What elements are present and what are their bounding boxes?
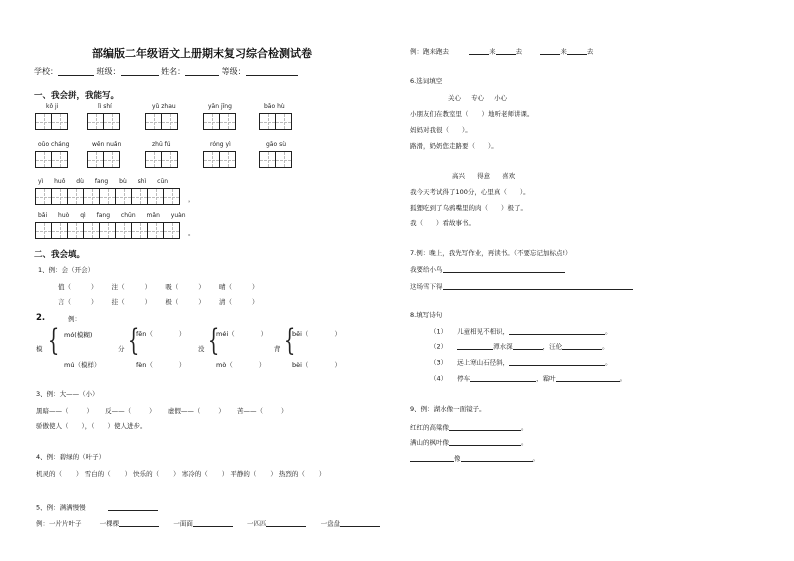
word-option: 高兴 (452, 172, 465, 180)
q7-s1 (410, 265, 565, 273)
q1-label: 1、例：会（开会） (38, 266, 95, 274)
pinyin-row-3: yì huǒ dù fang bù shì cūn (38, 178, 169, 185)
q2-fen2 (136, 362, 185, 369)
q1-close: ） (144, 298, 152, 306)
q1-word: 极（ (165, 298, 179, 306)
q2-mo: mó(模糊) (64, 331, 93, 339)
q1-word: 注（ (111, 283, 125, 291)
name-field[interactable] (185, 68, 219, 76)
name-label: 姓名： (161, 67, 186, 76)
q2-mei2 (216, 362, 265, 369)
q5-item: 一匹匹 (246, 519, 267, 528)
q4-close: ） (124, 470, 132, 478)
writing-grid-1a[interactable] (36, 113, 68, 130)
q8-text: 儿童相见不相识， (457, 327, 510, 336)
q7-s2 (410, 282, 633, 290)
q5-item: 一盘盘 (320, 519, 341, 528)
q2-close: ） (178, 330, 186, 338)
writing-grid-1d[interactable] (204, 113, 236, 130)
q1-word: 挂（ (111, 298, 125, 306)
q7-blank-2[interactable] (443, 282, 633, 290)
q8-blank[interactable] (556, 374, 620, 382)
q8-text: 汪伦 (549, 342, 563, 351)
q8-text: 远上寒山石径斜， (457, 358, 510, 367)
q4-word: 机灵的（ (36, 470, 62, 478)
pinyin-1-2: lì shí (98, 103, 112, 110)
q1-close: ） (91, 298, 98, 306)
pinyin-1-4: yān jīng (208, 103, 232, 110)
grade-label: 等级： (221, 67, 246, 76)
q8-text: 停车 (457, 374, 471, 383)
q1-close: ） (251, 283, 259, 291)
q5-row (36, 519, 380, 527)
q7-label: 7.例：晚上，我先写作业，再读书。（不要忘记加标点!） (410, 249, 572, 257)
word-option: 关心 (448, 94, 461, 102)
q2-mei1 (216, 331, 267, 338)
q2-mei2-text: mò（ (216, 361, 233, 369)
q2-fen2-text: fèn（ (136, 361, 153, 369)
q2-close: ） (334, 330, 341, 338)
q9-label: 9、例：湖水像一面镜子。 (410, 405, 486, 413)
q8-item-1: （1） 儿童相见不相识， 。 (430, 327, 612, 336)
pinyin-2-5: gāo sù (266, 141, 286, 148)
fill-qu: 去 (586, 47, 594, 56)
q1-close: ） (91, 283, 98, 291)
q1-close: ） (144, 283, 152, 291)
q9-blank[interactable] (449, 423, 521, 431)
q2-bei1 (292, 331, 341, 338)
q8-label: 8.填写诗句 (410, 311, 443, 319)
q8-blank[interactable] (470, 374, 536, 382)
q2-fen1 (136, 331, 185, 338)
writing-grid-2c[interactable] (146, 151, 178, 168)
q4-close: ） (76, 470, 83, 478)
q8-text: 潭水深 (493, 342, 513, 351)
blank[interactable] (540, 47, 560, 55)
q2-close: ） (260, 330, 268, 338)
school-field[interactable] (58, 68, 94, 76)
q3-word: 黑暗——（ (36, 407, 69, 415)
q7-s1-text: 我要给小鸟 (410, 265, 443, 274)
q5-blank[interactable] (266, 519, 306, 527)
q8-blank[interactable] (457, 342, 493, 350)
q9-blank[interactable] (410, 454, 454, 462)
q2-char-mei: 没 (198, 345, 205, 353)
q8-num: （4） (430, 374, 448, 383)
q9-blank[interactable] (449, 438, 521, 446)
q7-s2-text: 这场雪下得 (410, 282, 443, 291)
writing-grid-2d[interactable] (204, 151, 236, 168)
blank[interactable] (567, 47, 587, 55)
q8-num: （1） (430, 327, 448, 336)
q2-char-mo: 模 (36, 345, 43, 353)
q2-close: ） (178, 361, 186, 369)
page-title: 部编版二年级语文上册期末复习综合检测试卷 (92, 47, 312, 60)
q5-example: 例：一片片叶子 (36, 519, 82, 528)
section-2-heading: 二、我会填。 (34, 250, 86, 260)
q1-row-2 (58, 299, 258, 306)
q5-label (36, 503, 158, 511)
writing-grid-2b[interactable] (88, 151, 120, 168)
fill-lai: 来 (560, 47, 567, 56)
q8-item-3: （3） 远上寒山石径斜， 。 (430, 358, 612, 367)
q2-char-bei: 背 (274, 345, 281, 353)
q3-close: ） (149, 407, 156, 415)
pinyin-2-2: wēn nuǎn (92, 141, 122, 148)
q9-s3: 像 。 (410, 454, 539, 462)
pinyin-1-5: bāo hù (264, 103, 285, 110)
q2-fen1-text: fēn（ (136, 330, 153, 338)
q4-close: ） (221, 470, 229, 478)
pinyin-1-3: yǔ zhau (152, 103, 176, 110)
q9-s2-text: 满山的枫叶像 (410, 438, 449, 447)
comma-3: ， (188, 195, 195, 203)
q2-bei1-text: bēi（ (292, 330, 309, 338)
pinyin-2-4: róng yì (210, 141, 231, 148)
word-option: 得意 (477, 172, 491, 180)
q3-close: ） (86, 407, 93, 415)
q9-s2: 满山的枫叶像 。 (410, 438, 528, 447)
q8-item-4: （4） 停车 ，霜叶 。 (430, 374, 627, 383)
word-option: 小心 (494, 94, 508, 102)
q5-blank[interactable] (340, 519, 380, 527)
q3-label: 3、例：大——（小） (36, 390, 99, 398)
q3-word: 反——（ (105, 407, 132, 415)
q8-num: （2） (430, 342, 448, 351)
q5-item: 一棵棵 (99, 519, 120, 528)
q4-word: 雪白的（ (84, 470, 111, 478)
writing-grid-3[interactable] (36, 188, 180, 205)
brace-4: { (283, 323, 296, 358)
q2-example: 例： (68, 315, 81, 323)
q4-label: 4、例：碧绿的（叶子） (36, 453, 106, 461)
q5-blank[interactable] (193, 519, 233, 527)
writing-grid-1e[interactable] (260, 113, 292, 130)
q6-s5: 狐狸吃到了乌鸦嘴里的肉（ ）极了。 (410, 204, 527, 212)
fill-qu: 去 (515, 47, 523, 56)
q4-word: 平静的（ (230, 470, 257, 478)
header-fields (34, 68, 298, 76)
q3-word: 苦——（ (236, 407, 263, 415)
q3-row-2: 骄傲使人（ ），（ ）使人进步。 (36, 422, 147, 430)
q4-word: 寒冷的（ (181, 470, 208, 478)
q3-close: ） (218, 407, 225, 415)
q8-num: （3） (430, 358, 448, 367)
q3-row-1 (36, 408, 287, 415)
fill-lai: 来 (489, 47, 496, 56)
q6-s2: 妈妈对我很（ ）。 (410, 126, 472, 134)
blank[interactable] (469, 47, 489, 55)
q1-close: ） (198, 298, 205, 306)
q9-s1-text: 红红的高粱像 (410, 423, 449, 432)
pinyin-2-3: zhū fú (152, 141, 171, 148)
q2-close: ） (258, 361, 266, 369)
q8-blank[interactable] (562, 342, 602, 350)
q3-close: ） (280, 407, 288, 415)
q8-blank[interactable] (509, 358, 605, 366)
q2-bei2 (292, 362, 341, 369)
writing-grid-1c[interactable] (146, 113, 178, 130)
q6-words-2 (452, 173, 515, 180)
right-example-text: 例：跑来跑去 (410, 47, 449, 56)
q2-bei2-text: bèi（ (292, 361, 309, 369)
q1-word: 言（ (58, 298, 71, 306)
q1-close: ） (251, 298, 259, 306)
brace-3: { (207, 323, 220, 358)
word-option: 专心 (471, 94, 485, 102)
q1-word: 值（ (58, 283, 71, 291)
q8-blank[interactable] (513, 342, 543, 350)
q2-mei1-text: méi（ (216, 330, 235, 338)
q5-blank[interactable] (108, 503, 158, 511)
class-field[interactable] (121, 68, 159, 76)
pinyin-2-1: oǔo cháng (38, 141, 70, 148)
q5-item: 一面面 (173, 519, 193, 528)
comma-4: 。 (188, 229, 195, 237)
school-label: 学校： (34, 67, 58, 76)
section-1-heading: 一、我会拼，我能写。 (34, 91, 120, 101)
q7-blank-1[interactable] (443, 265, 565, 273)
q6-words-1 (448, 95, 507, 102)
q5-blank[interactable] (119, 519, 159, 527)
blank[interactable] (496, 47, 516, 55)
q2-char-fen: 分 (118, 345, 125, 353)
q1-row-1 (58, 284, 258, 291)
q4-close: ） (318, 470, 326, 478)
q9-s1: 红红的高粱像 。 (410, 423, 528, 432)
q5-label-text: 5、例：满满慢慢 (36, 503, 86, 512)
q4-word: 热烈的（ (278, 470, 305, 478)
q9-blank[interactable] (461, 454, 533, 462)
q4-word: 快乐的（ (133, 470, 160, 478)
q8-blank[interactable] (509, 327, 605, 335)
q6-s6: 我（ ）看故事书。 (410, 219, 475, 227)
q4-row (36, 471, 325, 478)
q6-s1: 小朋友们在教室里（ ）地听老师讲课。 (410, 110, 534, 118)
writing-grid-2e[interactable] (260, 151, 292, 168)
pinyin-row-4: bǎi huò qì fang chūn mǎn yuàn (38, 212, 186, 219)
q1-word: 晴（ (218, 283, 232, 291)
q4-close: ） (173, 470, 180, 478)
q3-word: 虚假——（ (167, 407, 201, 415)
q9-s3-text: 像 (454, 454, 461, 463)
q1-word: 吸（ (165, 283, 179, 291)
q2-close: ） (334, 361, 341, 369)
grade-field[interactable] (246, 68, 298, 76)
writing-grid-1b[interactable] (88, 113, 120, 130)
q1-word: 清（ (218, 298, 232, 306)
right-example (410, 47, 593, 55)
q6-label: 6.选词填空 (410, 77, 443, 85)
writing-grid-2a[interactable] (36, 151, 68, 168)
brace-1: { (47, 323, 60, 358)
q8-text: ，霜叶 (536, 374, 556, 383)
q4-close: ） (270, 470, 277, 478)
q2-mu: mú（模样） (64, 361, 101, 369)
q2-label: 2. (36, 313, 46, 323)
brace-2: { (127, 323, 140, 358)
pinyin-1-1: kǒ ji (46, 103, 59, 110)
class-label: 班级： (96, 67, 121, 76)
writing-grid-4[interactable] (36, 222, 180, 239)
q1-close: ） (198, 283, 205, 291)
word-option: 喜欢 (502, 172, 516, 180)
q6-s4: 我今天考试得了100分，心里真（ ）。 (410, 188, 530, 196)
q6-s3: 路滑，奶奶您走路要（ ）。 (410, 142, 498, 150)
q8-item-2: （2） 潭水深 ，汪伦 。 (430, 342, 609, 351)
